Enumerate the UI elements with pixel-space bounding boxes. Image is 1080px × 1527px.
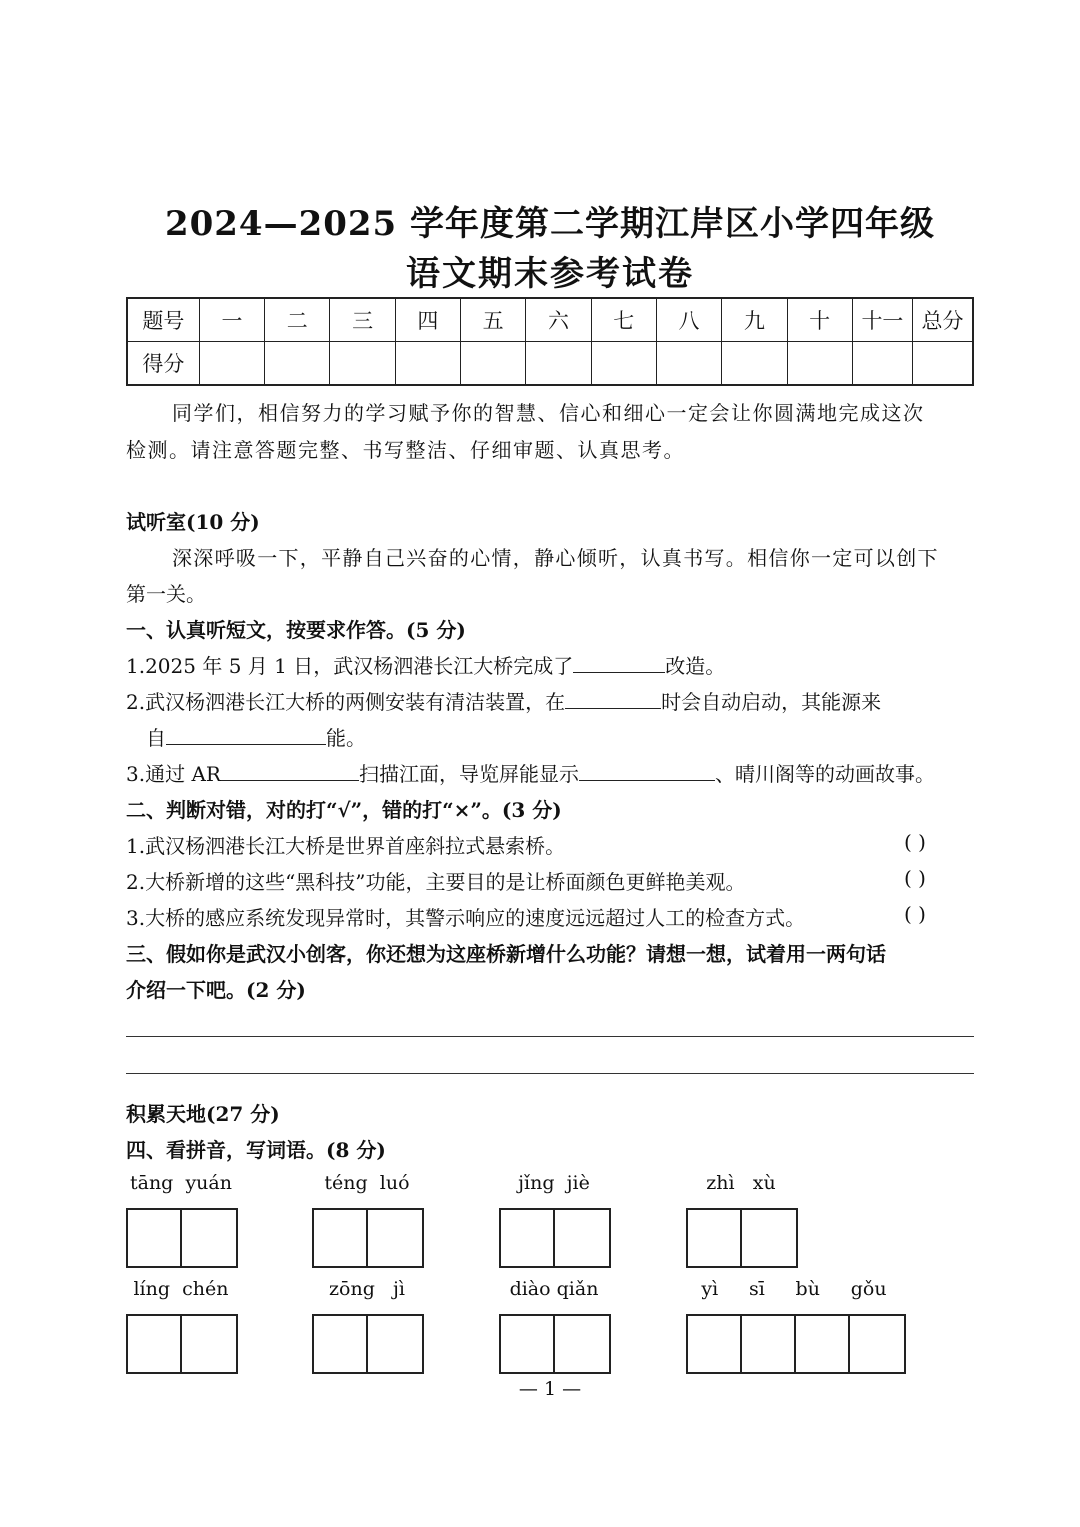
pinyin-label: téng luó (324, 1172, 410, 1194)
q1-item2 (126, 686, 881, 715)
q1-item1-blank[interactable] (573, 652, 665, 673)
pinyin-label: zōng jì (329, 1278, 405, 1300)
pinyin-label: zhì xù (706, 1172, 776, 1194)
q4-heading: 四、看拼音，写词语。(8 分) (126, 1138, 386, 1162)
q2-item3: 3.大桥的感应系统发现异常时，其警示响应的速度远远超过人工的检查方式。 (126, 906, 806, 930)
writing-box[interactable] (312, 1208, 424, 1268)
score-cell[interactable] (787, 342, 852, 386)
exam-title-line1: 2024—2025 学年度第二学期江岸区小学四年级 (164, 204, 936, 244)
q1-item1-text-a: 1.2025 年 5 月 1 日，武汉杨泗港长江大桥完成了 (126, 654, 574, 678)
pinyin-label: diào qiǎn (509, 1278, 599, 1300)
q1-item1 (126, 650, 725, 679)
score-header-cell: 总分 (913, 298, 973, 342)
score-header-cell: 十 (787, 298, 852, 342)
q1-item3-text-a: 3.通过 AR (126, 762, 221, 786)
score-row-label: 得分 (127, 342, 199, 386)
score-cell[interactable] (722, 342, 787, 386)
intro-line2: 检测。请注意答题完整、书写整洁、仔细审题、认真思考。 (126, 438, 685, 462)
score-cell[interactable] (913, 342, 973, 386)
writing-box[interactable] (499, 1314, 611, 1374)
score-header-cell: 九 (722, 298, 787, 342)
pinyin-label: jǐng jiè (518, 1172, 590, 1194)
q1-item3-text-b: 扫描江面，导览屏能显示 (358, 762, 579, 786)
pinyin-label: líng chén (133, 1278, 229, 1300)
score-header-cell: 十一 (852, 298, 912, 342)
score-cell[interactable] (526, 342, 591, 386)
q1-item1-text-b: 改造。 (665, 654, 726, 678)
score-cell[interactable] (395, 342, 460, 386)
page-number: — 1 — (518, 1378, 582, 1400)
q2-item2: 2.大桥新增的这些“黑科技”功能，主要目的是让桥面颜色更鲜艳美观。 (126, 870, 746, 894)
q3-line1: 三、假如你是武汉小创客，你还想为这座桥新增什么功能？请想一想，试着用一两句话 (126, 942, 886, 966)
q2-item2-answer[interactable]: ( ) (904, 866, 926, 890)
score-header-cell: 六 (526, 298, 591, 342)
q2-item3-answer[interactable]: ( ) (904, 902, 926, 926)
score-header-row (127, 298, 973, 342)
score-value-row (127, 342, 973, 386)
score-cell[interactable] (461, 342, 526, 386)
score-header-cell: 五 (461, 298, 526, 342)
writing-box[interactable] (686, 1208, 798, 1268)
q1-item2-text-b: 时会自动启动，其能源来 (661, 690, 882, 714)
score-cell[interactable] (199, 342, 264, 386)
exam-title-line2: 语文期末参考试卷 (406, 254, 694, 294)
section-accum-heading: 积累天地(27 分) (126, 1102, 280, 1126)
q3-line2: 介绍一下吧。(2 分) (126, 978, 306, 1002)
q2-item1-answer[interactable]: ( ) (904, 830, 926, 854)
score-cell[interactable] (265, 342, 330, 386)
score-header-cell: 七 (591, 298, 656, 342)
pinyin-label: tāng yuán (129, 1172, 232, 1194)
writing-box[interactable] (126, 1314, 238, 1374)
score-header-cell: 八 (656, 298, 721, 342)
score-header-cell: 三 (330, 298, 395, 342)
q3-answer-line1[interactable] (126, 1036, 974, 1037)
score-header-cell: 一 (199, 298, 264, 342)
q1-heading: 一、认真听短文，按要求作答。(5 分) (126, 618, 466, 642)
score-cell[interactable] (852, 342, 912, 386)
section-listen-desc2: 第一关。 (126, 582, 206, 606)
section-listen-desc1: 深深呼吸一下，平静自己兴奋的心情，静心倾听，认真书写。相信你一定可以创下 (172, 546, 939, 570)
q1-item2-text-c: 自 (146, 726, 166, 750)
section-listen-heading: 试听室(10 分) (126, 510, 260, 534)
writing-box[interactable] (312, 1314, 424, 1374)
pinyin-label: yì sī bù gǒu (701, 1278, 887, 1300)
q2-item1: 1.武汉杨泗港长江大桥是世界首座斜拉式悬索桥。 (126, 834, 566, 858)
q2-heading: 二、判断对错，对的打“√”，错的打“×”。(3 分) (126, 798, 562, 822)
writing-box[interactable] (126, 1208, 238, 1268)
writing-box[interactable] (499, 1208, 611, 1268)
q1-item3 (126, 758, 935, 787)
score-header-cell: 题号 (127, 298, 199, 342)
q1-item3-text-c: 、晴川阁等的动画故事。 (714, 762, 935, 786)
writing-box-four[interactable] (686, 1314, 906, 1374)
q1-item2-blank2[interactable] (166, 724, 326, 745)
score-table (126, 297, 974, 386)
q3-answer-line2[interactable] (126, 1073, 974, 1074)
q1-item2-cont (146, 722, 366, 751)
score-cell[interactable] (591, 342, 656, 386)
intro-line1: 同学们，相信努力的学习赋予你的智慧、信心和细心一定会让你圆满地完成这次 (172, 401, 925, 425)
q1-item2-text-a: 2.武汉杨泗港长江大桥的两侧安装有清洁装置，在 (126, 690, 566, 714)
q1-item3-blank2[interactable] (579, 760, 715, 781)
q1-item3-blank1[interactable] (221, 760, 359, 781)
score-cell[interactable] (330, 342, 395, 386)
q1-item2-text-d: 能。 (326, 726, 366, 750)
score-header-cell: 四 (395, 298, 460, 342)
score-header-cell: 二 (265, 298, 330, 342)
q1-item2-blank1[interactable] (565, 688, 661, 709)
score-cell[interactable] (656, 342, 721, 386)
